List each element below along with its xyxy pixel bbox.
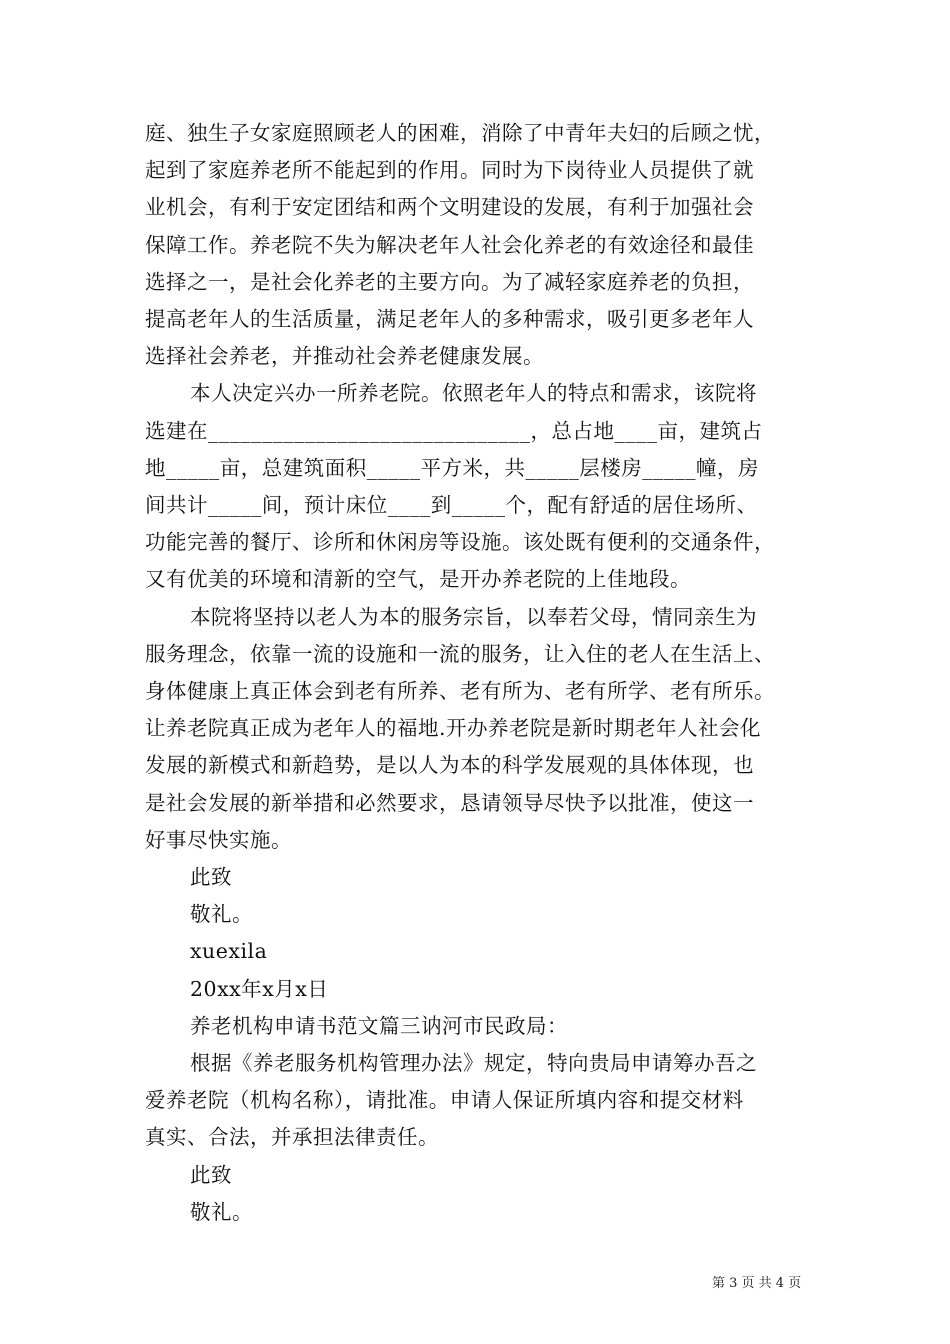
text-line: 发展的新模式和新趋势，是以人为本的科学发展观的具体体现，也 xyxy=(145,753,754,777)
paragraph-start: 本院将坚持以老人为本的服务宗旨，以奉若父母，情同亲生为 xyxy=(190,605,757,629)
text-line: 地_____亩，总建筑面积_____平方米，共_____层楼房_____幢，房 xyxy=(145,456,759,480)
text-line: 选择之一，是社会化养老的主要方向。为了减轻家庭养老的负担， xyxy=(145,270,754,294)
text-line: 起到了家庭养老所不能起到的作用。同时为下岗待业人员提供了就 xyxy=(145,158,754,182)
text-line: 业机会，有利于安定团结和两个文明建设的发展，有利于加强社会 xyxy=(145,195,754,219)
text-line: 真实、合法，并承担法律责任。 xyxy=(145,1125,439,1149)
text-line: 选择社会养老，并推动社会养老健康发展。 xyxy=(145,344,544,368)
text-line: 爱养老院（机构名称），请批准。申请人保证所填内容和提交材料 xyxy=(145,1088,744,1112)
text-line: 好事尽快实施。 xyxy=(145,828,292,852)
page-number-footer: 第 3 页 共 4 页 xyxy=(712,1276,802,1291)
paragraph-start: 根据《养老服务机构管理办法》规定，特向贵局申请筹办吾之 xyxy=(190,1051,757,1075)
text-line: 庭、独生子女家庭照顾老人的困难，消除了中青年夫妇的后顾之忧， xyxy=(145,121,775,145)
text-line: 提高老年人的生活质量，满足老年人的多种需求，吸引更多老年人 xyxy=(145,307,754,331)
text-line: 让养老院真正成为老年人的福地.开办养老院是新时期老年人社会化 xyxy=(145,716,762,740)
text-line: 选建在______________________________，总占地____亩，建筑占 xyxy=(145,419,763,443)
salutation: 此致 xyxy=(190,1163,232,1187)
text-line: 身体健康上真正体会到老有所养、老有所为、老有所学、老有所乐。 xyxy=(145,679,775,703)
closing: 敬礼。 xyxy=(190,1200,253,1224)
text-line: 功能完善的餐厅、诊所和休闲房等设施。该处既有便利的交通条件， xyxy=(145,530,775,554)
text-line: 间共计_____间，预计床位____到_____个，配有舒适的居住场所、 xyxy=(145,493,758,517)
signature: xuexila xyxy=(190,939,268,963)
date: 20xx年x月x日 xyxy=(190,977,329,1001)
text-line: 是社会发展的新举措和必然要求，恳请领导尽快予以批准，使这一 xyxy=(145,791,754,815)
paragraph-start: 本人决定兴办一所养老院。依照老年人的特点和需求，该院将 xyxy=(190,381,757,405)
closing: 敬礼。 xyxy=(190,902,253,926)
text-line: 保障工作。养老院不失为解决老年人社会化养老的有效途径和最佳 xyxy=(145,233,754,257)
salutation: 此致 xyxy=(190,865,232,889)
text-line: 服务理念，依靠一流的设施和一流的服务，让入住的老人在生活上、 xyxy=(145,642,775,666)
section-heading: 养老机构申请书范文篇三讷河市民政局： xyxy=(190,1014,568,1038)
text-line: 又有优美的环境和清新的空气，是开办养老院的上佳地段。 xyxy=(145,567,691,591)
